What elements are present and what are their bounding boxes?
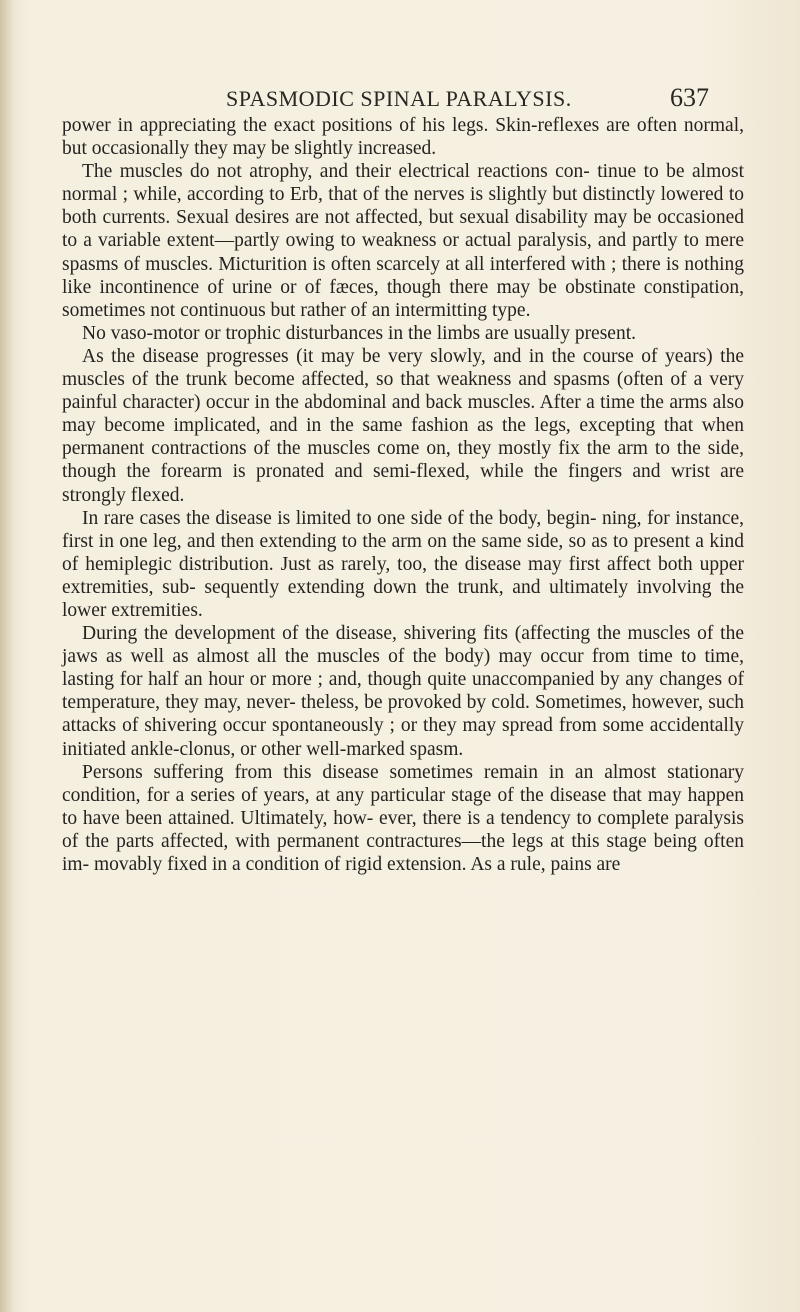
paragraph: The muscles do not atrophy, and their electrical reactions con- tinue to be almost normal ; while, according to Erb, that of the nerves is slightly but distinctly lowered to both currents. Sexual desires are not affected, but sexual disability may be occasioned to a variable extent—partly owing to weakness or actual paralysis, and partly to mere spasms of muscles. Micturition is often scarcely at all interfered with ; there is nothing like incontinence of urine or of fæces, though there may be obstinate constipation, sometimes not continuous but rather of an intermitting type. <box>62 161 744 321</box>
paragraph: Persons suffering from this disease sometimes remain in an almost stationary condition, for a series of years, at any particular stage of the disease that may happen to have been attained. Ultimately, how- ever, there is a tendency to complete paralysis of the parts affected, with permanent contractures—the legs at this stage being often im- movably fixed in a condition of rigid extension. As a rule, pains are <box>62 761 744 875</box>
running-title: SPASMODIC SPINAL PARALYSIS. <box>226 86 572 111</box>
paragraph: No vaso-motor or trophic disturbances in the limbs are usually present. <box>82 322 636 344</box>
paragraph: In rare cases the disease is limited to one side of the body, begin- ning, for instance, first in one leg, and then extending to the arm on the same side, so as to present a kind of hemiplegic distribution. Just as rarely, too, the disease may first affect both upper extremities, sub- sequently extending down the trunk, and ultimately involving the lower extremities. <box>62 507 744 621</box>
paragraph: As the disease progresses (it may be very slowly, and in the course of years) the muscles of the trunk become affected, so that weakness and spasms (often of a very painful character) occur in the abdominal and back muscles. After a time the arms also may become implicated, and in the same fashion as the legs, excepting that when permanent contractions of the muscles come on, they mostly fix the arm to the side, though the forearm is pronated and semi-flexed, while the fingers and wrist are strongly flexed. <box>62 345 744 506</box>
page-number: 637 <box>670 83 709 112</box>
gutter-shadow <box>0 0 14 1312</box>
paragraph: During the development of the disease, shivering fits (affecting the muscles of the jaws as well as almost all the muscles of the body) may occur from time to time, lasting for half an hour or more ; and, though quite unaccompanied by any changes of temperature, they may, never- theless, be provoked by cold. Sometimes, however, such attacks of shivering occur spontaneously ; or they may spread from some accidentally initiated ankle-clonus, or other well-marked spasm. <box>62 623 744 760</box>
body-text <box>62 114 744 876</box>
paragraph: power in appreciating the exact positions of his legs. Skin-reflexes are often normal, but occasionally they may be slightly increased. <box>62 115 744 160</box>
